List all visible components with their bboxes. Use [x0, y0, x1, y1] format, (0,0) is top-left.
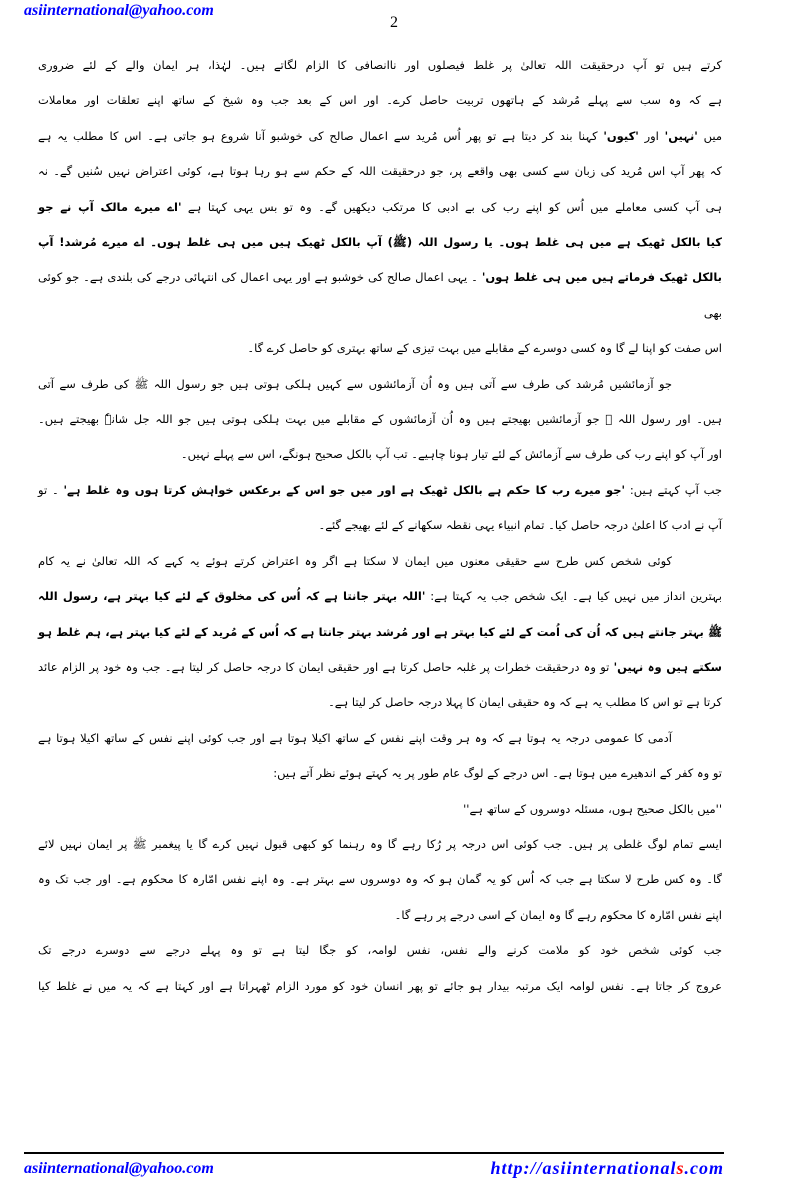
text-segment: جو آزمائشیں مُرشد کی طرف سے آتی ہیں وہ اُن آزمائشوں سے کہیں ہلکی ہوتی ہیں جو رسول اللہ ﷺ کی طرف سے آتی — [38, 376, 672, 391]
text-line — [38, 827, 722, 862]
footer-email-link[interactable]: asiinternational@yahoo.com — [24, 1160, 214, 1177]
text-segment: ایسے تمام لوگ غلطی پر ہیں۔ جب کوئی اس درجہ پر رُکا رہے گا وہ رہنما کو کبھی قبول نہیں کرے گا یا پیغمبر ﷺ پر ایمان نہیں لائے — [38, 836, 722, 851]
bold-text-segment: بالکل ٹھیک فرماتے ہیں میں ہی غلط ہوں' — [481, 270, 722, 285]
text-segment: میں — [697, 128, 722, 143]
text-line — [38, 933, 722, 968]
text-segment: جب آپ کہتے ہیں: — [625, 482, 722, 497]
text-line — [38, 898, 722, 933]
document-body — [38, 48, 722, 1004]
text-line — [38, 473, 722, 508]
text-segment: اور آپ کو اپنے رب کی طرف سے آزمائش کے لئے تیار ہونا چاہیے۔ تب آپ بالکل صحیح ہونگے، اس سے پہلے نہیں۔ — [180, 447, 722, 462]
bold-text-segment: ﷺ بہتر جانتے ہیں کہ اُن کی اُمت کے لئے کیا بہتر ہے اور مُرشد بہتر جانتا ہے کہ اُس کے مُرید کے لئے کیا بہتر ہے، ہم غلط ہو — [38, 624, 722, 639]
url-highlight: s — [676, 1158, 685, 1178]
text-line — [38, 83, 722, 118]
text-segment: کہنا بند کر دیتا ہے تو پھر اُس مُرید سے اعمال صالح کی خوشبو آنا شروع ہو جاتی ہے۔ اس کا مطلب یہ ہے — [38, 128, 604, 143]
text-line — [38, 756, 722, 791]
text-segment: ہی آپ کسی معاملے میں اُس کو اپنے رب کی بے ادبی کا مرتکب دیکھیں گے۔ وہ تو بس یہی کہتا ہے — [181, 199, 722, 214]
footer-website-link[interactable] — [490, 1158, 724, 1179]
text-line — [38, 48, 722, 83]
url-prefix: http://asiinternational — [490, 1158, 677, 1178]
text-segment: اس صفت کو اپنا لے گا وہ کسی دوسرے کے مقابلے میں بہت تیزی کے ساتھ بہتری کو حاصل کرے گا۔ — [247, 341, 722, 356]
text-segment: کرتا ہے تو اس کا مطلب یہ ہے کہ وہ حقیقی ایمان کا پہلا درجہ حاصل کر لیتا ہے۔ — [328, 695, 722, 710]
footer-divider — [24, 1152, 724, 1154]
text-segment: ہیں۔ اور رسول اللہ ﷺ جو آزمائشیں بھیجتے ہیں وہ اُن آزمائشوں کے مقابلے میں بہت ہلکی ہوتی ہیں جو اللہ جل شانہٗ بھیجتے ہیں۔ — [38, 412, 722, 427]
text-line — [38, 792, 722, 827]
text-segment: کہ پھر آپ اس مُرید کی زبان سے کسی بھی واقعے پر، جو درحقیقت اللہ کے حکم سے ہو رہا ہوتا ہے، کوئی اعتراض نہیں سُنیں گے۔ نہ — [38, 164, 722, 179]
text-line — [38, 331, 722, 366]
text-line — [38, 721, 722, 756]
text-segment: آدمی کا عمومی درجہ یہ ہوتا ہے کہ وہ ہر وقت اپنے نفس کے ساتھ اکیلا ہوتا ہے اور جب کوئی اپنے نفس کے ساتھ اکیلا ہوتا ہے — [38, 730, 672, 745]
bold-text-segment: 'نہیں' — [664, 128, 698, 143]
text-line — [38, 260, 722, 331]
text-segment: تو وہ درحقیقت خطرات پر غلبہ حاصل کرتا ہے اور حقیقی ایمان کا درجہ حاصل کر لیتا ہے۔ جب وہ خود پر الزام عائد — [38, 659, 614, 674]
text-line — [38, 508, 722, 543]
text-line — [38, 225, 722, 260]
text-line — [38, 367, 722, 402]
text-line — [38, 119, 722, 154]
text-segment: آپ نے ادب کا اعلیٰ درجہ حاصل کیا۔ تمام انبیاء یہی نقطہ سکھانے کے لئے بھیجے گئے۔ — [318, 518, 722, 533]
text-segment: بہترین انداز میں نہیں کیا ہے۔ ایک شخص جب یہ کہتا ہے: — [425, 589, 722, 604]
text-segment: اور — [638, 128, 665, 143]
text-segment: عروج کر جاتا ہے۔ نفس لوامہ ایک مرتبہ بیدار ہو جائے تو پھر انسان خود کو مورد الزام ٹھہراتا ہے اور کہتا ہے کہ یہ میں نے غلط کیا — [38, 978, 722, 993]
text-segment: ''میں بالکل صحیح ہوں، مسئلہ دوسروں کے ساتھ ہے'' — [463, 801, 722, 816]
text-line — [38, 862, 722, 897]
bold-text-segment: 'اے میرے مالک آپ نے جو — [38, 199, 182, 214]
text-line — [38, 190, 722, 225]
text-line — [38, 402, 722, 437]
text-segment: کوئی شخص کس طرح سے حقیقی معنوں میں ایمان لا سکتا ہے اگر وہ اعتراض کرتے ہوئے یہ کہے کہ اللہ تعالیٰ نے یہ کام — [38, 553, 672, 568]
text-segment: ۔ یہی اعمال صالح کی خوشبو ہے اور یہی اعمال کی انتہائی درجے کی بلندی ہے۔ جو کوئی بھی — [38, 270, 722, 320]
text-line — [38, 579, 722, 614]
url-suffix: .com — [684, 1158, 724, 1178]
header-email-link[interactable]: asiinternational@yahoo.com — [24, 2, 214, 19]
bold-text-segment: 'اللہ بہتر جانتا ہے کہ اُس کی مخلوق کے لئے کیا بہتر ہے، رسول اللہ — [38, 589, 426, 604]
text-line — [38, 685, 722, 720]
text-segment: تو وہ کفر کے اندھیرے میں ہوتا ہے۔ اس درجے کے لوگ عام طور پر یہ کہتے ہوئے نظر آتے ہیں: — [273, 766, 722, 781]
text-segment: جب کوئی شخص خود کو ملامت کرنے والے نفس، نفس لوامہ، کو جگا لیتا ہے تو وہ پہلے درجے سے دوسرے درجے تک — [38, 943, 722, 958]
page-number: 2 — [390, 14, 398, 31]
bold-text-segment: کیا بالکل ٹھیک ہے میں ہی غلط ہوں۔ یا رسول اللہ (ﷺ) آپ بالکل ٹھیک ہیں میں ہی غلط ہوں۔ اے میرے مُرشد! آپ — [38, 235, 722, 250]
text-line — [38, 650, 722, 685]
text-line — [38, 969, 722, 1004]
bold-text-segment: 'کیوں' — [603, 128, 639, 143]
text-segment: گا۔ وہ کس طرح لا سکتا ہے جب کہ اُس کو یہ گمان ہو کہ وہ دوسروں سے بہتر ہے۔ وہ اپنے نفس امّارہ کا محکوم ہے۔ اور جب تک وہ — [38, 872, 722, 887]
text-segment: کرتے ہیں تو آپ درحقیقت اللہ تعالیٰ پر غلط فیصلوں اور ناانصافی کا الزام لگاتے ہیں۔ لہٰذا، ہر ایمان والے کے لئے ضروری — [38, 58, 722, 72]
text-line — [38, 615, 722, 650]
text-line — [38, 544, 722, 579]
text-line — [38, 154, 722, 189]
text-segment: ۔ تو — [38, 482, 64, 497]
bold-text-segment: سکتے ہیں وہ نہیں' — [613, 659, 722, 674]
text-line — [38, 437, 722, 472]
text-segment: ہے کہ وہ سب سے پہلے مُرشد کے ہاتھوں تربیت حاصل کرے۔ اور اس کے بعد جب وہ شیخ کے ساتھ اپنے تعلقات اور معاملات — [38, 93, 722, 108]
bold-text-segment: 'جو میرے رب کا حکم ہے بالکل ٹھیک ہے اور میں جو اس کے برعکس خواہش کرتا ہوں وہ غلط ہے' — [63, 482, 626, 497]
text-segment: اپنے نفس امّارہ کا محکوم رہے گا وہ ایمان کے اسی درجے پر رہے گا۔ — [394, 907, 722, 922]
